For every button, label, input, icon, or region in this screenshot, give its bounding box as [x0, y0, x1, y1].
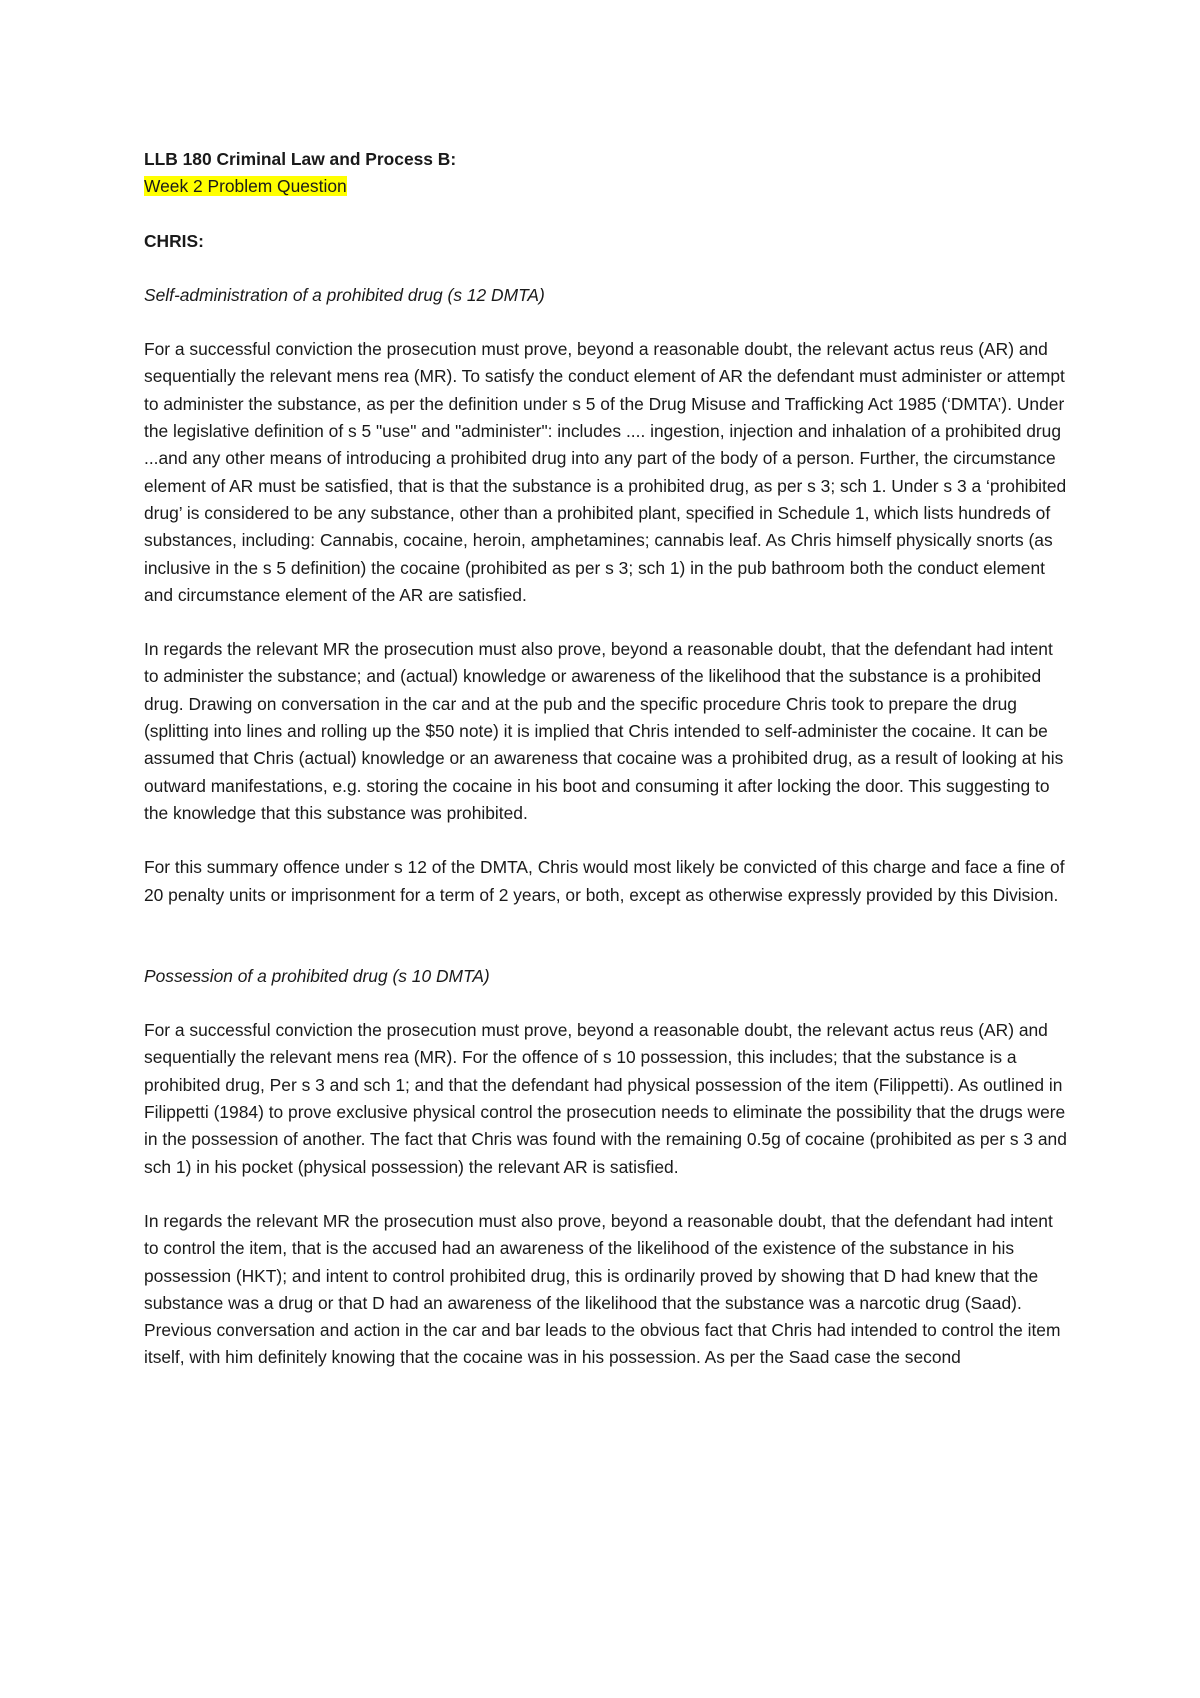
document-subtitle: [144, 173, 1068, 200]
subtitle-highlight: Week 2 Problem Question: [144, 176, 347, 197]
document-title: LLB 180 Criminal Law and Process B:: [144, 149, 457, 169]
paragraph: For a successful conviction the prosecution must prove, beyond a reasonable doubt, the relevant actus reus (AR) and sequentially the relevant mens rea (MR). To satisfy the conduct element of AR the defendant must administer or attempt to administer the substance, as per the definition under s 5 of the Drug Misuse and Trafficking Act 1985 (‘DMTA’). Under the legislative definition of s 5 "use" and "administer": includes .... ingestion, injection and inhalation of a prohibited drug ...and any other means of introducing a prohibited drug into any part of the body of a person. Further, the circumstance element of AR must be satisfied, that is that the substance is a prohibited drug, as per s 3; sch 1. Under s 3 a ‘prohibited drug’ is considered to be any substance, other than a prohibited plant, specified in Schedule 1, which lists hundreds of substances, including: Cannabis, cocaine, heroin, amphetamines; cannabis leaf. As Chris himself physically snorts (as inclusive in the s 5 definition) the cocaine (prohibited as per s 3; sch 1) in the pub bathroom both the conduct element and circumstance element of the AR are satisfied.: [144, 339, 1067, 605]
paragraph: In regards the relevant MR the prosecution must also prove, beyond a reasonable doubt, that the defendant had intent to control the item, that is the accused had an awareness of the likelihood of the existence of the substance in his possession (HKT); and intent to control prohibited drug, this is ordinarily proved by showing that D had knew that the substance was a drug or that D had an awareness of the likelihood that the substance was a narcotic drug (Saad). Previous conversation and action in the car and bar leads to the obvious fact that Chris had intended to control the item itself, with him definitely knowing that the cocaine was in his possession. As per the Saad case the second: [144, 1210, 1061, 1368]
paragraph: In regards the relevant MR the prosecution must also prove, beyond a reasonable doubt, that the defendant had intent to administer the substance; and (actual) knowledge or awareness of the likelihood that the substance is a prohibited drug. Drawing on conversation in the car and at the pub and the specific procedure Chris took to prepare the drug (splitting into lines and rolling up the $50 note) it is implied that Chris intended to self-administer the cocaine. It can be assumed that Chris (actual) knowledge or an awareness that cocaine was a prohibited drug, as a result of looking at his outward manifestations, e.g. storing the cocaine in his boot and consuming it after locking the door. This suggesting to the knowledge that this substance was prohibited.: [144, 639, 1064, 823]
paragraph: For this summary offence under s 12 of the DMTA, Chris would most likely be convicted of this charge and face a fine of 20 penalty units or imprisonment for a term of 2 years, or both, except as otherwise expressly provided by this Division.: [144, 857, 1065, 905]
offence-heading-possession: Possession of a prohibited drug (s 10 DMTA): [144, 965, 490, 986]
paragraph: For a successful conviction the prosecution must prove, beyond a reasonable doubt, the relevant actus reus (AR) and sequentially the relevant mens rea (MR). For the offence of s 10 possession, this includes; that the substance is a prohibited drug, Per s 3 and sch 1; and that the defendant had physical possession of the item (Filippetti). As outlined in Filippetti (1984) to prove exclusive physical control the prosecution needs to eliminate the possibility that the drugs were in the possession of another. The fact that Chris was found with the remaining 0.5g of cocaine (prohibited as per s 3 and sch 1) in his pocket (physical possession) the relevant AR is satisfied.: [144, 1020, 1067, 1177]
document-page: [144, 146, 1068, 1372]
offence-heading-self-administration: Self-administration of a prohibited drug (s 12 DMTA): [144, 284, 545, 305]
section-heading-chris: CHRIS:: [144, 230, 204, 251]
